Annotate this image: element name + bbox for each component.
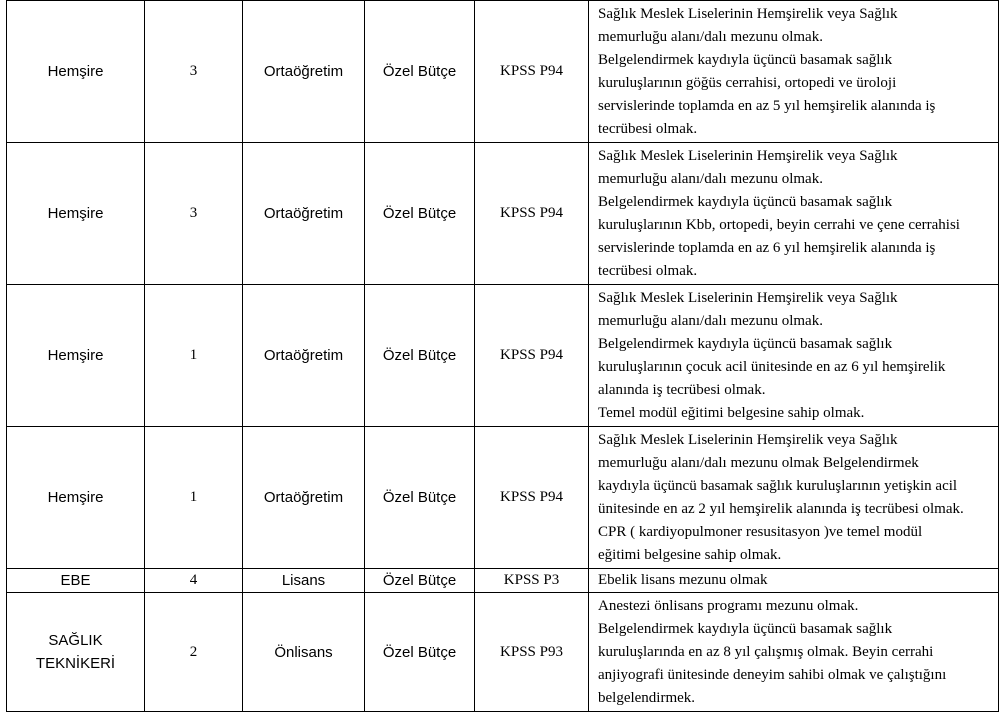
position-count: 2 <box>145 593 243 712</box>
requirement-text: memurluğu alanı/dalı mezunu olmak. <box>598 313 823 329</box>
requirement-line: kuruluşlarının çocuk acil ünitesinde en az 6 yıl hemşirelik <box>598 359 946 375</box>
requirement-line: Sağlık Meslek Liselerinin Hemşirelik veya Sağlık <box>598 290 898 306</box>
table-row <box>7 143 999 285</box>
requirement-line: tecrübesi olmak. <box>598 121 698 137</box>
requirement-line: memurluğu alanı/dalı mezunu olmak. <box>598 29 823 45</box>
education-level: Lisans <box>243 569 365 593</box>
requirement-line: Belgelendirmek kaydıyla üçüncü basamak sağlık <box>598 52 893 68</box>
requirement-cell <box>589 285 999 427</box>
position-title-line: SAĞLIK <box>48 632 103 649</box>
requirement-line: kuruluşlarının Kbb, ortopedi, beyin cerrahi ve çene cerrahisi <box>598 217 960 233</box>
requirement-line: kaydıyla üçüncü basamak sağlık kuruluşlarının yetişkin acil <box>598 478 958 494</box>
table-row <box>7 593 999 712</box>
requirement-line: servislerinde toplamda en az 6 yıl hemşirelik alanında iş <box>598 240 936 256</box>
budget-type: Özel Bütçe <box>365 593 475 712</box>
requirement-line: Sağlık Meslek Liselerinin Hemşirelik veya Sağlık <box>598 432 898 448</box>
requirement-cell <box>589 143 999 285</box>
position-title: Hemşire <box>7 1 145 143</box>
requirement-cell <box>589 593 999 712</box>
education-level: Ortaöğretim <box>243 285 365 427</box>
position-title: Hemşire <box>7 143 145 285</box>
requirement-line: Belgelendirmek kaydıyla üçüncü basamak sağlık <box>598 621 893 637</box>
requirement-line: kuruluşlarında en az 8 yıl çalışmış olmak. Beyin cerrahi <box>598 644 934 660</box>
requirement-cell <box>589 427 999 569</box>
requirement-line <box>598 310 992 333</box>
table-row <box>7 569 999 593</box>
budget-type: Özel Bütçe <box>365 143 475 285</box>
requirement-line: Sağlık Meslek Liselerinin Hemşirelik veya Sağlık <box>598 6 898 22</box>
table-row <box>7 285 999 427</box>
requirement-line: Ebelik lisans mezunu olmak <box>598 572 768 588</box>
requirement-line: alanında iş tecrübesi olmak. <box>598 382 766 398</box>
budget-type: Özel Bütçe <box>365 569 475 593</box>
kpss-score-type: KPSS P93 <box>475 593 589 712</box>
requirement-cell <box>589 1 999 143</box>
kpss-score-type: KPSS P94 <box>475 143 589 285</box>
requirement-line: Sağlık Meslek Liselerinin Hemşirelik veya Sağlık <box>598 148 898 164</box>
requirement-line: belgelendirmek. <box>598 690 696 706</box>
education-level: Ortaöğretim <box>243 427 365 569</box>
budget-type: Özel Bütçe <box>365 427 475 569</box>
kpss-score-type: KPSS P94 <box>475 1 589 143</box>
position-title: Hemşire <box>7 285 145 427</box>
job-requirements-table <box>6 0 999 712</box>
requirement-line: Belgelendirmek kaydıyla üçüncü basamak sağlık <box>598 336 893 352</box>
requirement-line: Belgelendirmek kaydıyla üçüncü basamak sağlık <box>598 194 893 210</box>
requirement-line: servislerinde toplamda en az 5 yıl hemşirelik alanında iş <box>598 98 936 114</box>
table-row <box>7 427 999 569</box>
position-title-line: TEKNİKERİ <box>35 655 116 672</box>
requirement-line: CPR ( kardiyopulmoner resusitasyon )ve temel modül <box>598 524 923 540</box>
table-row <box>7 1 999 143</box>
requirement-line: kuruluşlarının göğüs cerrahisi, ortopedi ve üroloji <box>598 75 897 91</box>
requirement-line: Temel modül eğitimi belgesine sahip olmak. <box>598 405 865 421</box>
position-title: EBE <box>7 569 145 593</box>
requirement-line: memurluğu alanı/dalı mezunu olmak Belgelendirmek <box>598 455 919 471</box>
requirement-line: anjiyografi ünitesinde deneyim sahibi olmak ve çalıştığını <box>598 667 947 683</box>
kpss-score-type: KPSS P94 <box>475 285 589 427</box>
position-title <box>7 593 145 712</box>
position-title: Hemşire <box>7 427 145 569</box>
requirement-line: ünitesinde en az 2 yıl hemşirelik alanında iş tecrübesi olmak. <box>598 501 964 517</box>
requirement-line: eğitimi belgesine sahip olmak. <box>598 547 782 563</box>
education-level: Ortaöğretim <box>243 1 365 143</box>
budget-type: Özel Bütçe <box>365 1 475 143</box>
budget-type: Özel Bütçe <box>365 285 475 427</box>
education-level: Ortaöğretim <box>243 143 365 285</box>
requirement-line: Anestezi önlisans programı mezunu olmak. <box>598 598 859 614</box>
education-level: Önlisans <box>243 593 365 712</box>
requirement-cell <box>589 569 999 593</box>
position-count: 1 <box>145 285 243 427</box>
kpss-score-type: KPSS P3 <box>475 569 589 593</box>
position-count: 1 <box>145 427 243 569</box>
position-count: 3 <box>145 1 243 143</box>
position-count: 3 <box>145 143 243 285</box>
requirement-line: memurluğu alanı/dalı mezunu olmak. <box>598 171 823 187</box>
kpss-score-type: KPSS P94 <box>475 427 589 569</box>
position-count: 4 <box>145 569 243 593</box>
requirement-line: tecrübesi olmak. <box>598 263 698 279</box>
